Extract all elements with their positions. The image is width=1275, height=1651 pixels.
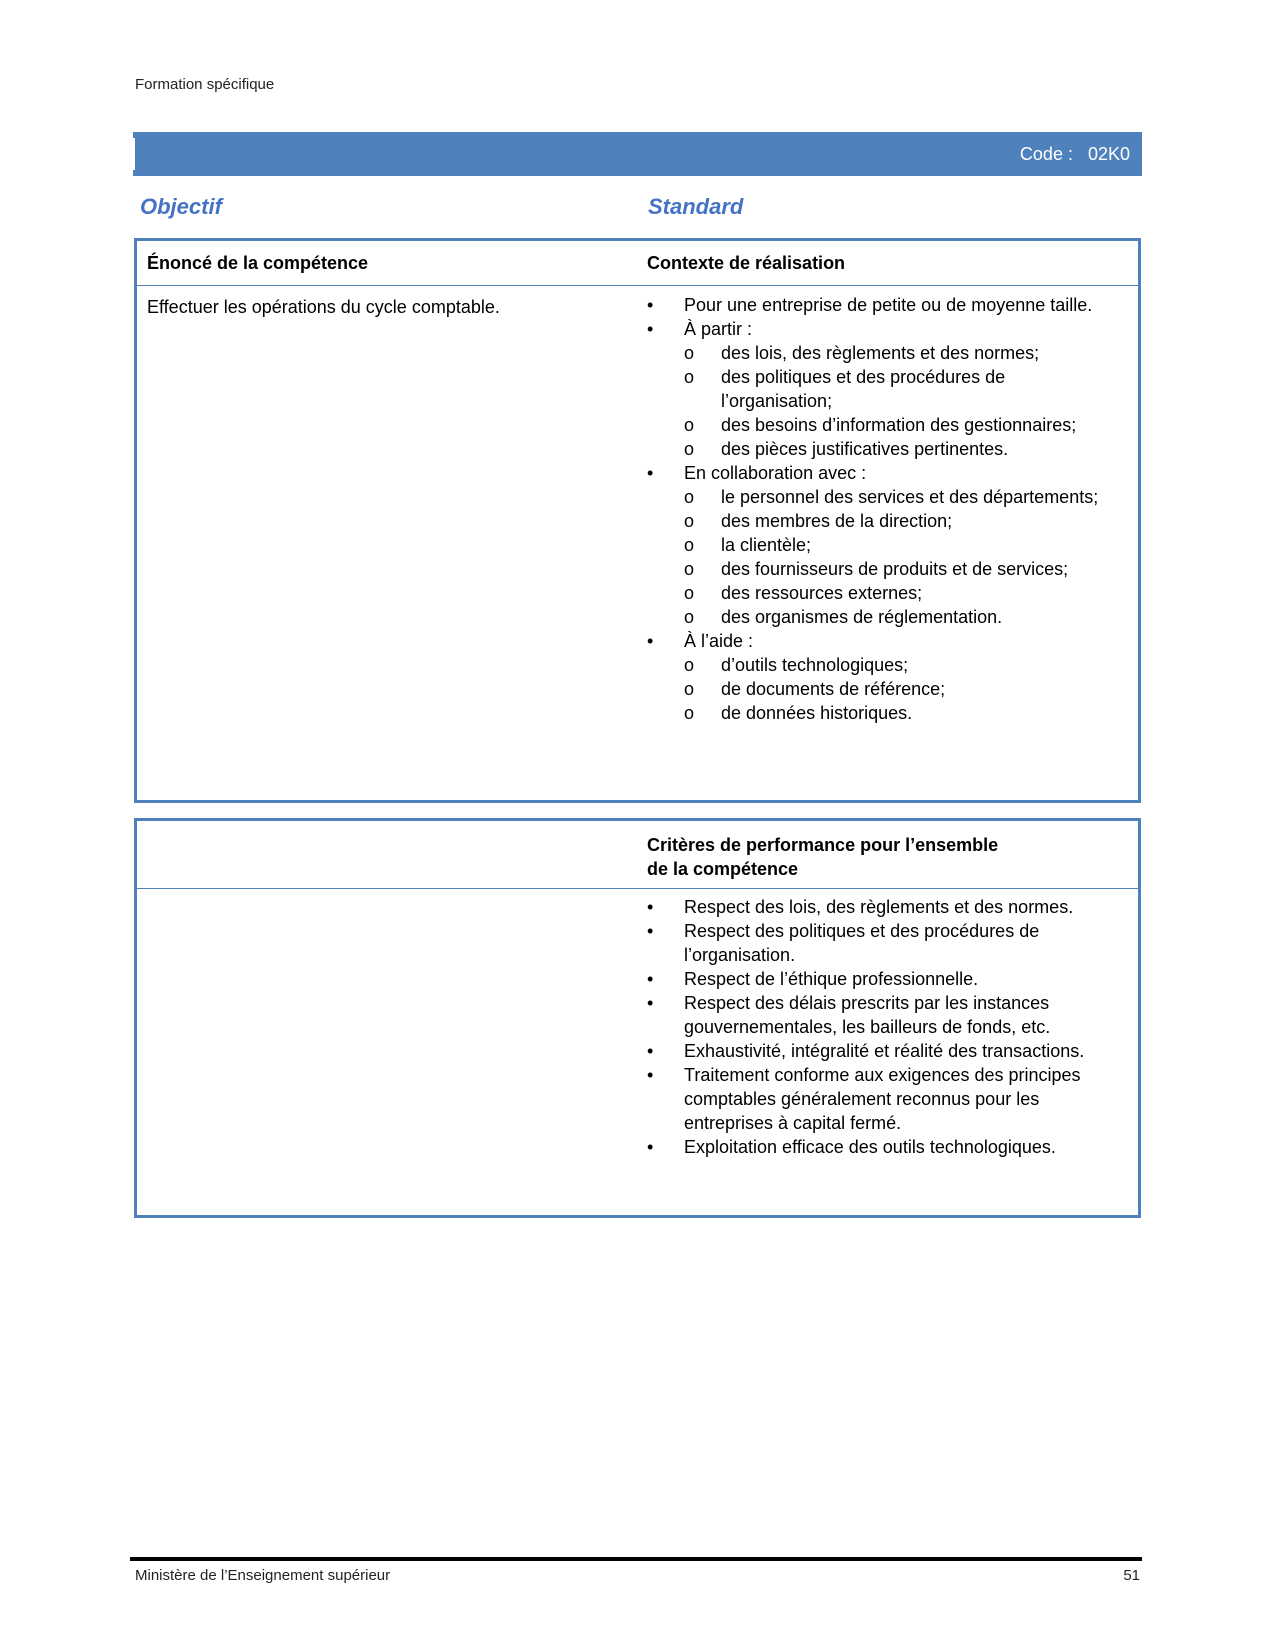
context-subitem xyxy=(684,341,1117,365)
context-item xyxy=(647,461,1117,629)
criteria-heading-line2: de la compétence xyxy=(647,859,799,879)
circle-bullet-icon: o xyxy=(684,535,695,555)
code-band xyxy=(133,132,1142,176)
criterion-text: Exploitation efficace des outils technologiques. xyxy=(684,1137,1056,1157)
context-subitem xyxy=(684,605,1117,629)
bullet-icon: • xyxy=(647,631,654,651)
circle-bullet-icon: o xyxy=(684,343,695,363)
context-subitem-text: des organismes de réglementation. xyxy=(721,607,1003,627)
competence-statement: Effectuer les opérations du cycle comptable. xyxy=(147,297,500,317)
context-subitem xyxy=(684,701,1117,725)
competence-table xyxy=(134,238,1141,803)
context-subitem xyxy=(684,533,1117,557)
bullet-icon: • xyxy=(647,463,654,483)
header-rule xyxy=(137,285,1138,286)
criterion-item xyxy=(647,967,1117,991)
context-subitem-text: des ressources externes; xyxy=(721,583,923,603)
criterion-text: Respect des délais prescrits par les instances gouvernementales, les bailleurs de fonds, etc. xyxy=(684,993,1051,1037)
circle-bullet-icon: o xyxy=(684,511,695,531)
circle-bullet-icon: o xyxy=(684,439,695,459)
header-rule xyxy=(137,888,1138,889)
circle-bullet-icon: o xyxy=(684,679,695,699)
criteria-table xyxy=(134,818,1141,1218)
context-item-text: À l’aide : xyxy=(684,631,754,651)
context-subitem xyxy=(684,581,1117,605)
context-item-text: Pour une entreprise de petite ou de moyenne taille. xyxy=(684,295,1093,315)
context-subitem-text: des lois, des règlements et des normes; xyxy=(721,343,1040,363)
bullet-icon: • xyxy=(647,1041,654,1061)
context-subitem xyxy=(684,677,1117,701)
circle-bullet-icon: o xyxy=(684,487,695,507)
bullet-icon: • xyxy=(647,897,654,917)
context-subitem-text: des besoins d’information des gestionnaires; xyxy=(721,415,1077,435)
circle-bullet-icon: o xyxy=(684,415,695,435)
bullet-icon: • xyxy=(647,993,654,1013)
criterion-text: Respect de l’éthique professionnelle. xyxy=(684,969,979,989)
circle-bullet-icon: o xyxy=(684,655,695,675)
context-item xyxy=(647,317,1117,461)
context-subitem-text: d’outils technologiques; xyxy=(721,655,909,675)
objective-heading: Objectif xyxy=(140,194,222,219)
bullet-icon: • xyxy=(647,1137,654,1157)
program-code: Code : 02K0 xyxy=(1019,144,1130,164)
footer-rule xyxy=(130,1557,1142,1561)
criterion-item xyxy=(647,919,1117,967)
context-subitem-text: des pièces justificatives pertinentes. xyxy=(721,439,1009,459)
context-subitem-text: le personnel des services et des départements; xyxy=(721,487,1099,507)
running-title: Formation spécifique xyxy=(135,76,275,93)
context-subitem xyxy=(684,413,1117,437)
circle-bullet-icon: o xyxy=(684,583,695,603)
context-subitem-text: de documents de référence; xyxy=(721,679,946,699)
bullet-icon: • xyxy=(647,295,654,315)
standard-heading: Standard xyxy=(648,194,744,219)
criterion-text: Exhaustivité, intégralité et réalité des transactions. xyxy=(684,1041,1085,1061)
context-subitem xyxy=(684,509,1117,533)
context-item-text: À partir : xyxy=(684,319,753,339)
circle-bullet-icon: o xyxy=(684,367,695,387)
criterion-text: Traitement conforme aux exigences des principes comptables généralement reconnus pour les entreprises à capital fermé. xyxy=(684,1065,1081,1133)
context-subitem-text: des fournisseurs de produits et de services; xyxy=(721,559,1069,579)
context-list xyxy=(647,293,1117,725)
bullet-icon: • xyxy=(647,969,654,989)
criteria-column-heading xyxy=(647,833,998,881)
context-subitem-text: la clientèle; xyxy=(721,535,812,555)
context-subitem xyxy=(684,557,1117,581)
criterion-item xyxy=(647,1039,1117,1063)
footer-ministry: Ministère de l’Enseignement supérieur xyxy=(135,1567,391,1584)
context-item xyxy=(647,629,1117,725)
band-edge xyxy=(133,138,135,170)
context-sublist xyxy=(684,653,1117,725)
context-subitem-text: de données historiques. xyxy=(721,703,913,723)
context-subitem xyxy=(684,365,1117,413)
criterion-item xyxy=(647,895,1117,919)
context-item-text: En collaboration avec : xyxy=(684,463,867,483)
criterion-text: Respect des lois, des règlements et des normes. xyxy=(684,897,1074,917)
bullet-icon: • xyxy=(647,921,654,941)
context-subitem-text: des membres de la direction; xyxy=(721,511,953,531)
bullet-icon: • xyxy=(647,1065,654,1085)
competence-column-heading: Énoncé de la compétence xyxy=(147,253,369,273)
circle-bullet-icon: o xyxy=(684,559,695,579)
context-subitem xyxy=(684,437,1117,461)
criteria-heading-line1: Critères de performance pour l’ensemble xyxy=(647,835,999,855)
criterion-text: Respect des politiques et des procédures de l’organisation. xyxy=(684,921,1040,965)
context-sublist xyxy=(684,485,1117,629)
criterion-item xyxy=(647,1135,1117,1159)
context-item xyxy=(647,293,1117,317)
bullet-icon: • xyxy=(647,319,654,339)
context-subitem-text: des politiques et des procédures de l’organisation; xyxy=(721,367,1006,411)
criterion-item xyxy=(647,991,1117,1039)
criteria-list xyxy=(647,895,1117,1159)
circle-bullet-icon: o xyxy=(684,703,695,723)
criterion-item xyxy=(647,1063,1117,1135)
page-number: 51 xyxy=(1123,1567,1140,1584)
context-sublist xyxy=(684,341,1117,461)
context-subitem xyxy=(684,653,1117,677)
circle-bullet-icon: o xyxy=(684,607,695,627)
context-column-heading: Contexte de réalisation xyxy=(647,253,846,273)
context-subitem xyxy=(684,485,1117,509)
